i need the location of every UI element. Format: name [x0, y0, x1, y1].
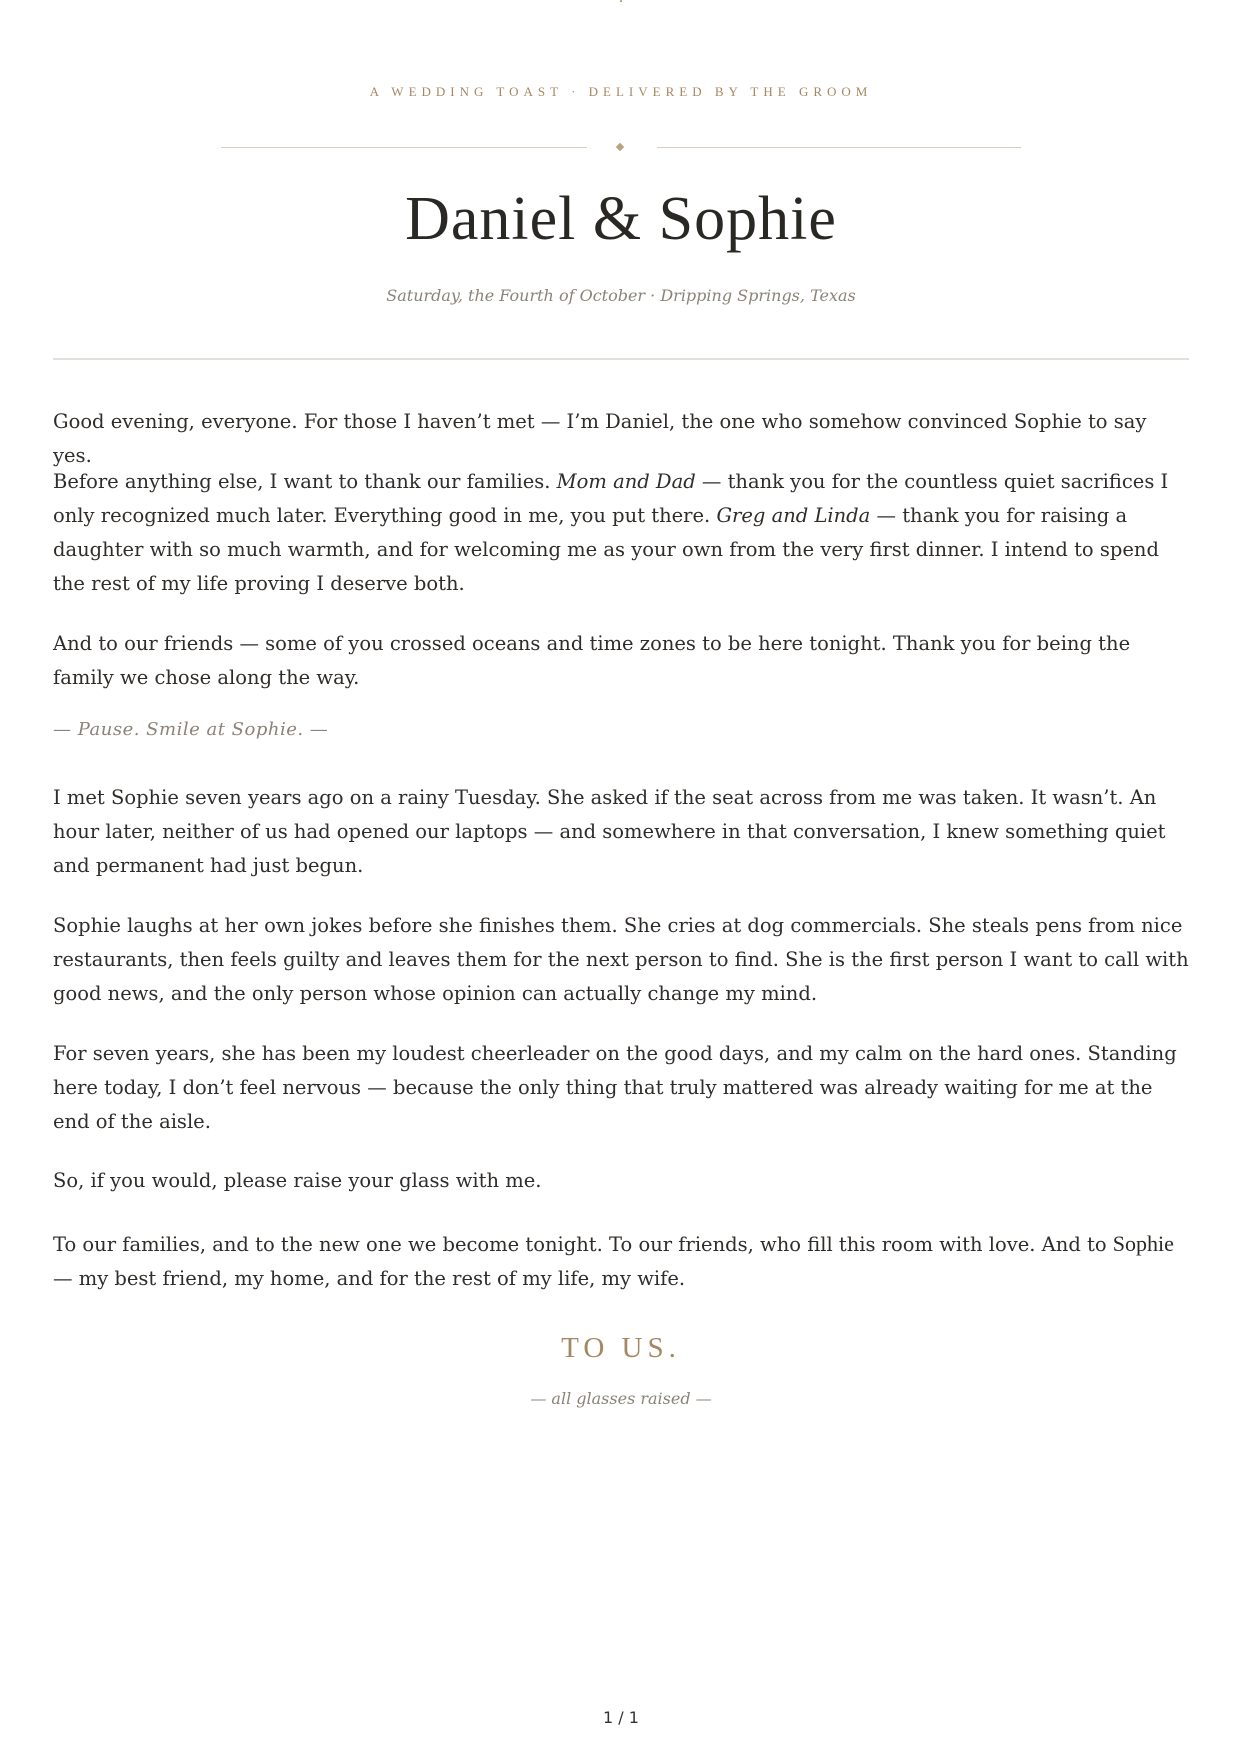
toast-p8-part-b: — my best friend, my home, and for the rest of my life, my wife. [53, 1267, 686, 1290]
parents-groom: Mom and Dad [556, 470, 696, 493]
toast-paragraph-3: And to our friends — some of you crossed oceans and time zones to be here tonight. Thank you for being the family we chose along the way. [53, 632, 1131, 689]
toast-paragraph-8 [53, 1227, 1191, 1296]
toast-paragraph-6: For seven years, she has been my loudest cheerleader on the good days, and my calm on the hard ones. Standing here today, I don’t feel nervous — because the only thing that truly mattered was already waiting for me at the end of the aisle. [53, 1042, 1177, 1133]
ornament-rule-right [657, 147, 1021, 148]
eyebrow-caption: A WEDDING TOAST · DELIVERED BY THE GROOM [369, 84, 873, 99]
toast-cheers: TO US. [561, 1332, 681, 1364]
diamond-icon [616, 143, 624, 151]
parents-bride: Greg and Linda [716, 504, 871, 527]
cheers-note: — all glasses raised — [530, 1389, 712, 1408]
section-divider [53, 358, 1189, 360]
toast-p8-part-a: To our families, and to the new one we become tonight. To our friends, who fill this room with love. And to [53, 1233, 1113, 1256]
toast-paragraph-7: So, if you would, please raise your glass with me. [53, 1169, 542, 1192]
toast-paragraph-5: Sophie laughs at her own jokes before she finishes them. She cries at dog commercials. She steals pens from nice restaurants, then feels guilty and leaves them for the next person to find. She is the first person I want to call with good news, and the only person whose opinion can actually change my mind. [53, 914, 1189, 1005]
page-number: 1 / 1 [603, 1708, 639, 1727]
ornament-rule-left [221, 147, 587, 148]
page-title: Daniel & Sophie [405, 185, 837, 253]
toast-paragraph-4: I met Sophie seven years ago on a rainy Tuesday. She asked if the seat across from me was taken. It wasn’t. An hour later, neither of us had opened our laptops — and somewhere in that conversation, I knew something quiet and permanent had just begun. [53, 786, 1166, 877]
event-subtitle: Saturday, the Fourth of October · Dripping Springs, Texas [386, 286, 856, 305]
toast-p2-part-b: — thank you for the countless quiet sacrifices I only recognized much later. Everything good in me, you put there. [53, 470, 1169, 527]
top-mark [620, 0, 622, 2]
bride-name: Sophie [1112, 1231, 1174, 1256]
stage-direction: — Pause. Smile at Sophie. — [53, 719, 329, 740]
ornament-divider [221, 141, 1021, 155]
toast-p2-part-a: Before anything else, I want to thank our families. [53, 470, 557, 493]
toast-paragraph-2 [53, 465, 1191, 601]
toast-paragraph-1: Good evening, everyone. For those I haven’t met — I’m Daniel, the one who somehow convinced Sophie to say yes. [53, 410, 1147, 467]
toast-p2-part-c: — thank you for raising a daughter with so much warmth, and for welcoming me as your own from the very first dinner. I intend to spend the rest of my life proving I deserve both. [53, 504, 1159, 595]
